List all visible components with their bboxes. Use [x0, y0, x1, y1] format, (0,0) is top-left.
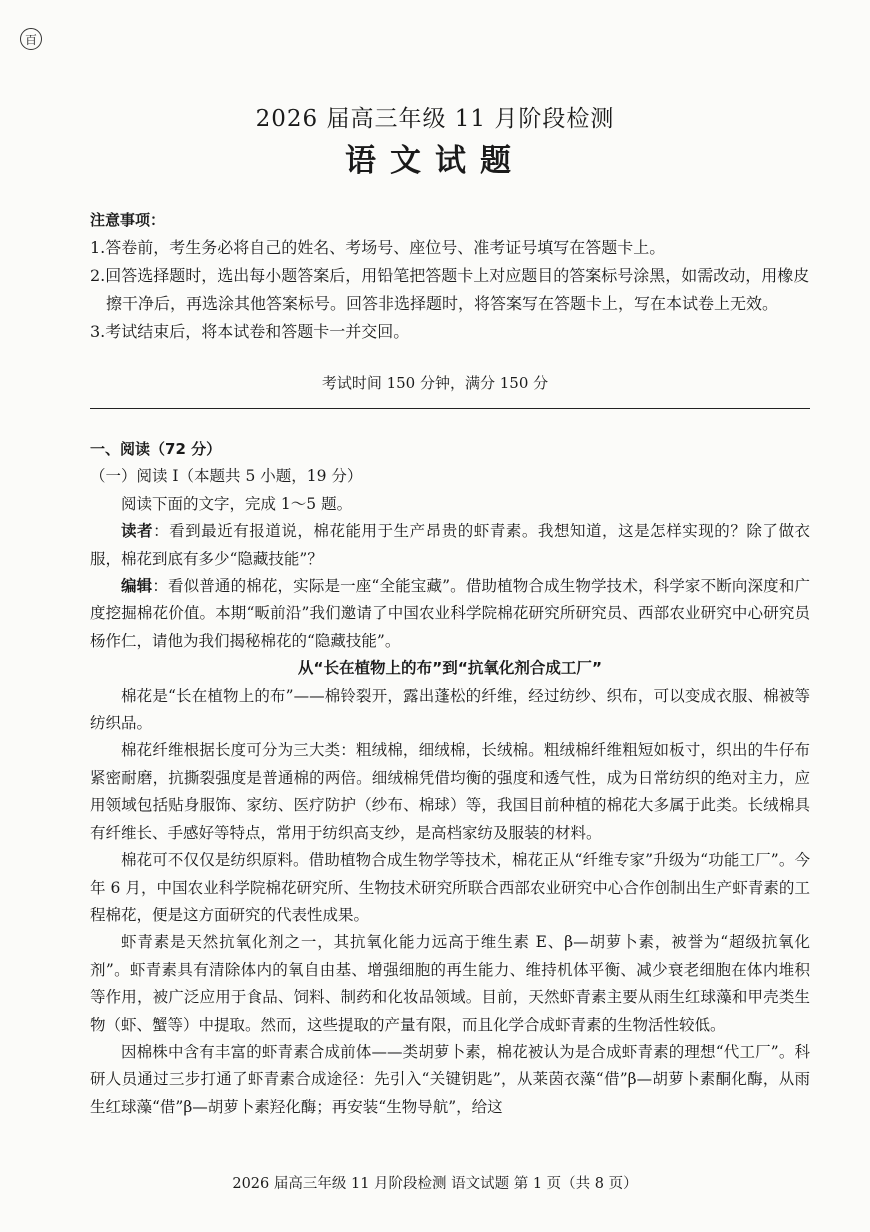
note-item: 3.考试结束后，将本试卷和答题卡一并交回。 [90, 322, 410, 341]
note-item: 2.回答选择题时，选出每小题答案后，用铅笔把答题卡上对应题目的答案标号涂黑，如需改动，用橡皮擦干净后，再选涂其他答案标号。回答非选择题时，将答案写在答题卡上，写在本试卷上无效。 [90, 266, 810, 313]
article-title: 从“长在植物上的布”到“抗氧化剂合成工厂” [297, 659, 603, 678]
article-paragraph: 因棉株中含有丰富的虾青素合成前体——类胡萝卜素，棉花被认为是合成虾青素的理想“代工厂”。科研人员通过三步打通了虾青素合成途径：先引入“关键钥匙”，从莱茵衣藻“借”β—胡萝卜素酮化酶，从雨生红球藻“借”β—胡萝卜素羟化酶；再安装“生物导航”，给这 [90, 1042, 810, 1116]
section-subtitle: （一）阅读 Ⅰ（本题共 5 小题，19 分） [90, 467, 363, 486]
article-paragraph: 棉花可不仅仅是纺织原料。借助植物合成生物学等技术，棉花正从“纤维专家”升级为“功能工厂”。今年 6 月，中国农业科学院棉花研究所、生物技术研究所联合西部农业研究中心合作创制出生产虾青素的工程棉花，便是这方面研究的代表性成果。 [90, 851, 810, 924]
exam-info: 考试时间 150 分钟，满分 150 分 [321, 374, 549, 392]
editor-label: 编辑 [121, 577, 153, 596]
article-paragraph: 棉花是“长在植物上的布”——棉铃裂开，露出蓬松的纤维，经过纺纱、织布，可以变成衣服、棉被等纺织品。 [90, 686, 810, 733]
article-paragraph: 虾青素是天然抗氧化剂之一，其抗氧化能力远高于维生素 E、β—胡萝卜素，被誉为“超级抗氧化剂”。虾青素具有清除体内的氧自由基、增强细胞的再生能力、维持机体平衡、减少衰老细胞在体内堆积等作用，被广泛应用于食品、饲料、制药和化妆品领域。目前，天然虾青素主要从雨生红球藻和甲壳类生物（虾、蟹等）中提取。然而，这些提取的产量有限，而且化学合成虾青素的生物活性较低。 [90, 933, 810, 1034]
page-footer: 2026 届高三年级 11 月阶段检测 语文试题 第 1 页（共 8 页） [232, 1176, 638, 1192]
instruction: 阅读下面的文字，完成 1～5 题。 [121, 494, 353, 513]
subject-title: 语文试题 [345, 143, 525, 179]
editor-paragraph [90, 573, 810, 655]
editor-text: ：看似普通的棉花，实际是一座“全能宝藏”。借助植物合成生物学技术，科学家不断向深度和广度挖掘棉花价值。本期“畈前沿”我们邀请了中国农业科学院棉花研究所研究员、西部农业研究中心研究员杨作仁，请他为我们揭秘棉花的“隐藏技能”。 [90, 577, 810, 650]
seal-stamp: 百 [20, 28, 42, 50]
article-paragraph: 棉花纤维根据长度可分为三大类：粗绒棉，细绒棉，长绒棉。粗绒棉纤维粗短如板寸，织出的牛仔布紧密耐磨，抗撕裂强度是普通棉的两倍。细绒棉凭借均衡的强度和透气性，成为日常纺织的绝对主力，应用领域包括贴身服饰、家纺、医疗防护（纱布、棉球）等，我国目前种植的棉花大多属于此类。长绒棉具有纤维长、手感好等特点，常用于纺织高支纱，是高档家纺及服装的材料。 [90, 741, 810, 842]
reading-section [90, 436, 810, 1121]
reader-text: ：看到最近有报道说，棉花能用于生产昂贵的虾青素。我想知道，这是怎样实现的？除了做衣服，棉花到底有多少“隐藏技能”？ [90, 522, 810, 568]
notes-block [90, 206, 810, 346]
divider [90, 408, 810, 409]
reader-paragraph [90, 518, 810, 573]
exam-title: 2026 届高三年级 11 月阶段检测 [255, 106, 615, 132]
section-title: 一、阅读（72 分） [90, 440, 222, 458]
notes-title: 注意事项： [90, 211, 166, 229]
note-item: 1.答卷前，考生务必将自己的姓名、考场号、座位号、准考证号填写在答题卡上。 [90, 238, 666, 257]
reader-label: 读者 [121, 522, 154, 541]
